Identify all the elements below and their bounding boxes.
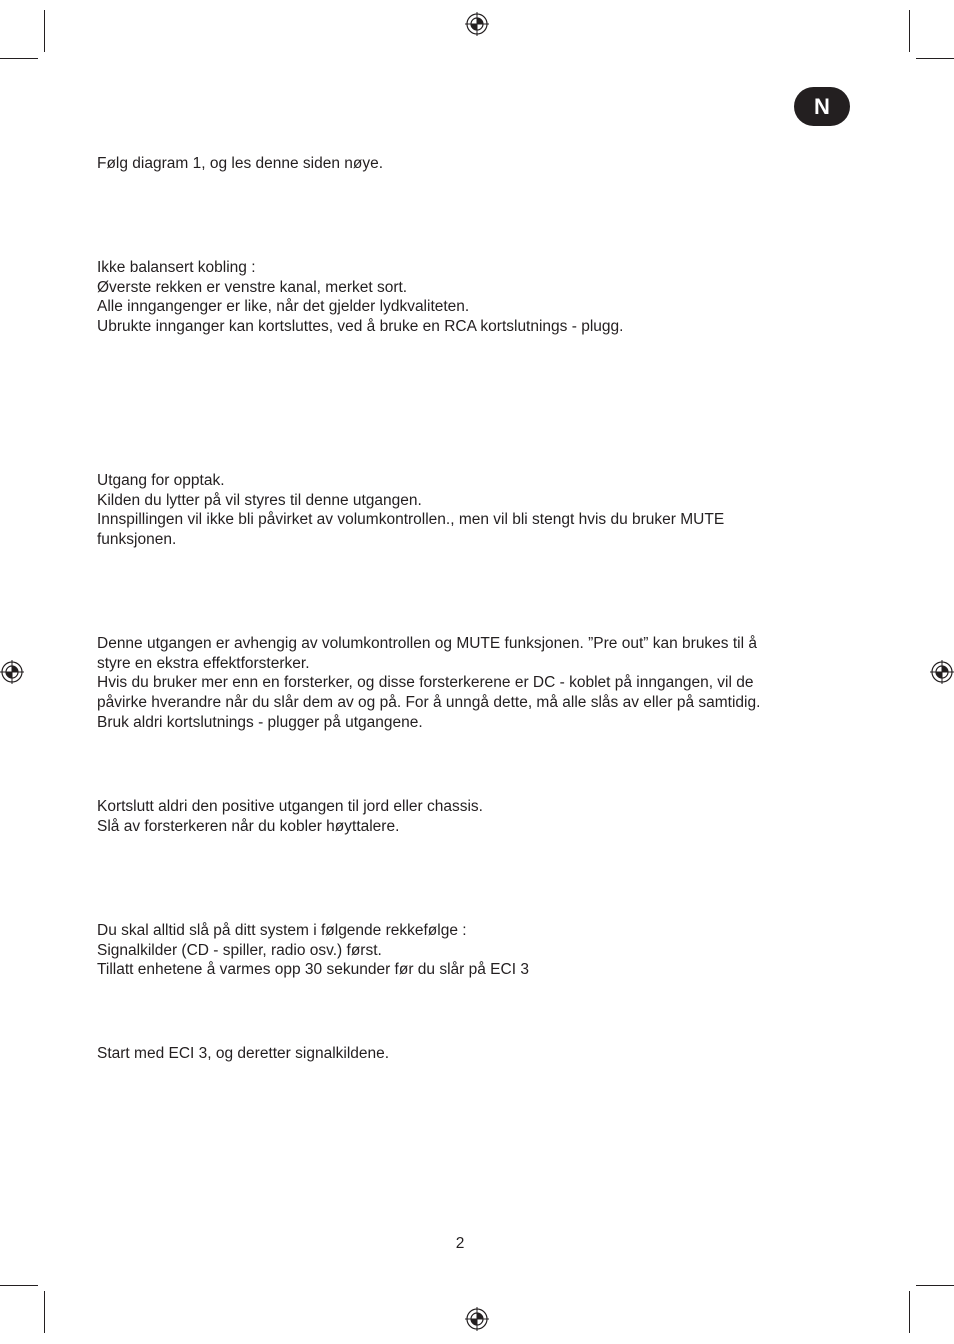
- crop-mark-top-right-vertical: [909, 10, 910, 52]
- text-line: Du skal alltid slå på ditt system i følgende rekkefølge :: [97, 922, 467, 939]
- text-line: Tillatt enhetene å varmes opp 30 sekunder før du slår på ECI 3: [97, 961, 529, 979]
- text-line: Kilden du lytter på vil styres til denne utgangen.: [97, 491, 422, 509]
- text-line: Kortslutt aldri den positive utgangen til jord eller chassis.: [97, 798, 483, 815]
- text-line: Signalkilder (CD - spiller, radio osv.) først.: [97, 941, 382, 959]
- text-line: Øverste rekken er venstre kanal, merket sort.: [97, 278, 408, 296]
- text-line: Hvis du bruker mer enn en forsterker, og disse forsterkerene er DC - koblet på inngangen, vil de: [97, 674, 754, 692]
- text-line: Slå av forsterkeren når du kobler høyttalere.: [97, 817, 400, 835]
- paragraph-inputs: [97, 258, 819, 337]
- language-badge: N: [794, 87, 850, 126]
- paragraph-power-on: [97, 921, 819, 980]
- text-line: Innspillingen vil ikke bli påvirket av volumkontrollen., men vil bli stengt hvis du bruker MUTE: [97, 511, 725, 529]
- text-line: Utgang for opptak.: [97, 472, 225, 489]
- crop-mark-top-right-horizontal: [916, 58, 954, 59]
- crop-mark-bottom-left-vertical: [44, 1291, 45, 1333]
- registration-mark-icon: [465, 12, 489, 36]
- text-line: Følg diagram 1, og les denne siden nøye.: [97, 155, 384, 172]
- paragraph-pre-out: [97, 634, 819, 733]
- crop-mark-bottom-left-horizontal: [0, 1285, 38, 1286]
- registration-mark-icon: [0, 660, 24, 684]
- text-line: styre en ekstra effektforsterker.: [97, 654, 310, 672]
- text-line: Ikke balansert kobling :: [97, 259, 256, 276]
- registration-mark-icon: [930, 660, 954, 684]
- paragraph-power-off: [97, 1044, 819, 1064]
- crop-mark-top-left-vertical: [44, 10, 45, 52]
- text-line: Denne utgangen er avhengig av volumkontrollen og MUTE funksjonen. ”Pre out” kan brukes til å: [97, 635, 757, 652]
- paragraph-record-output: [97, 471, 819, 550]
- text-line: Ubrukte innganger kan kortsluttes, ved å bruke en RCA kortslutnings - plugg.: [97, 318, 624, 336]
- text-line: Start med ECI 3, og deretter signalkildene.: [97, 1045, 390, 1062]
- paragraph-speakers: [97, 797, 819, 836]
- text-line: Alle inngangenger er like, når det gjelder lydkvaliteten.: [97, 298, 470, 316]
- page-number: 2: [455, 1235, 465, 1252]
- registration-mark-icon: [465, 1307, 489, 1331]
- text-line: Bruk aldri kortslutnings - plugger på utgangene.: [97, 713, 423, 731]
- text-line: funksjonen.: [97, 531, 177, 549]
- crop-mark-top-left-horizontal: [0, 58, 38, 59]
- paragraph-instructions: [97, 154, 819, 174]
- crop-mark-bottom-right-vertical: [909, 1291, 910, 1333]
- text-line: påvirke hverandre når du slår dem av og på. For å unngå dette, må alle slås av eller på samtidig.: [97, 694, 761, 712]
- crop-mark-bottom-right-horizontal: [916, 1285, 954, 1286]
